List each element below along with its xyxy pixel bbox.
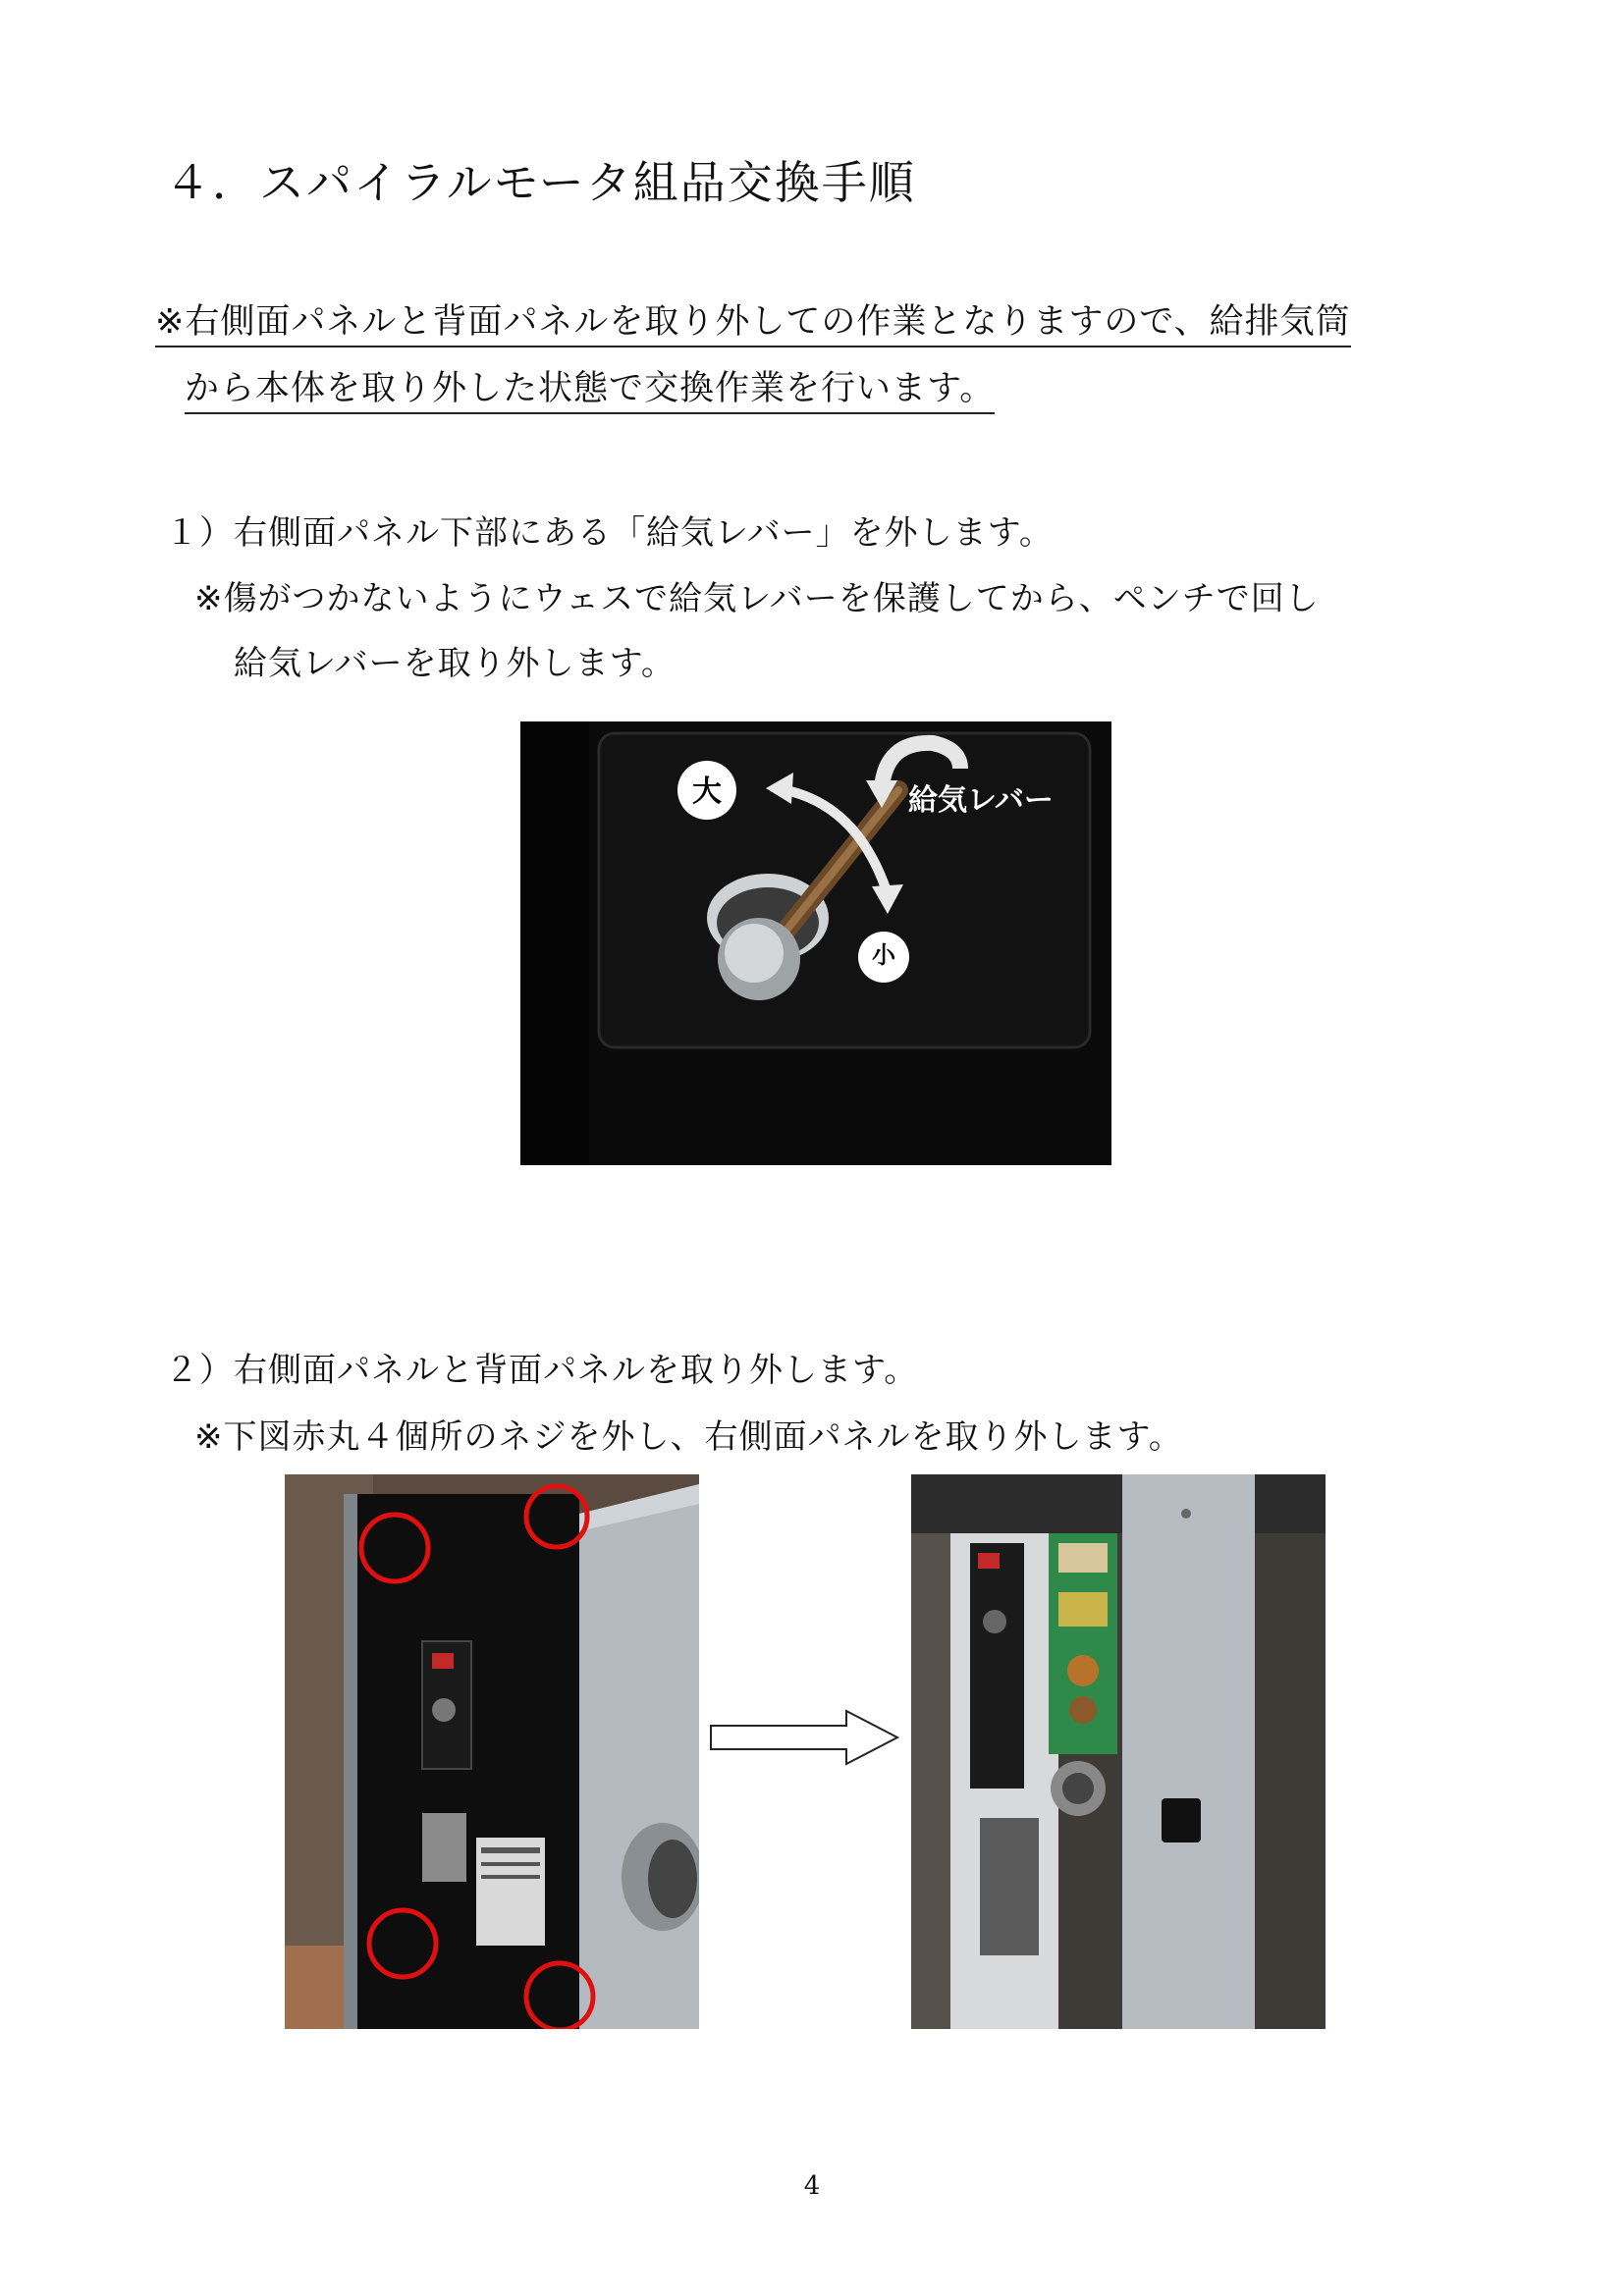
lever-label-small: 小 xyxy=(872,941,895,969)
step1-note-2: 給気レバーを取り外します。 xyxy=(234,644,676,683)
panel-attached-photo xyxy=(285,1474,699,2029)
notice-text-1: ※右側面パネルと背面パネルを取り外しての作業となりますので、給排気筒 xyxy=(155,302,1351,347)
step1-heading: １）右側面パネル下部にある「給気レバー」を外します。 xyxy=(165,513,1054,553)
notice-line-2 xyxy=(185,361,995,410)
step1-note-1: ※傷がつかないようにウェスで給気レバーを保護してから、ペンチで回し xyxy=(194,579,1320,618)
right-arrow-icon xyxy=(709,1708,900,1771)
step2-heading: ２）右側面パネルと背面パネルを取り外します。 xyxy=(165,1351,919,1390)
lever-label-name: 給気レバー xyxy=(908,783,1054,818)
panel-removed-photo xyxy=(911,1474,1326,2029)
lever-label-large: 大 xyxy=(692,774,722,809)
section-title: ４．スパイラルモータ組品交換手順 xyxy=(165,156,916,209)
step2-note: ※下図赤丸４個所のネジを外し、右側面パネルを取り外します。 xyxy=(194,1417,1183,1457)
notice-text-2: から本体を取り外した状態で交換作業を行います。 xyxy=(185,369,995,414)
page-number: 4 xyxy=(803,2171,821,2201)
notice-line-1 xyxy=(155,294,1351,344)
supply-lever-photo xyxy=(520,721,1111,1165)
